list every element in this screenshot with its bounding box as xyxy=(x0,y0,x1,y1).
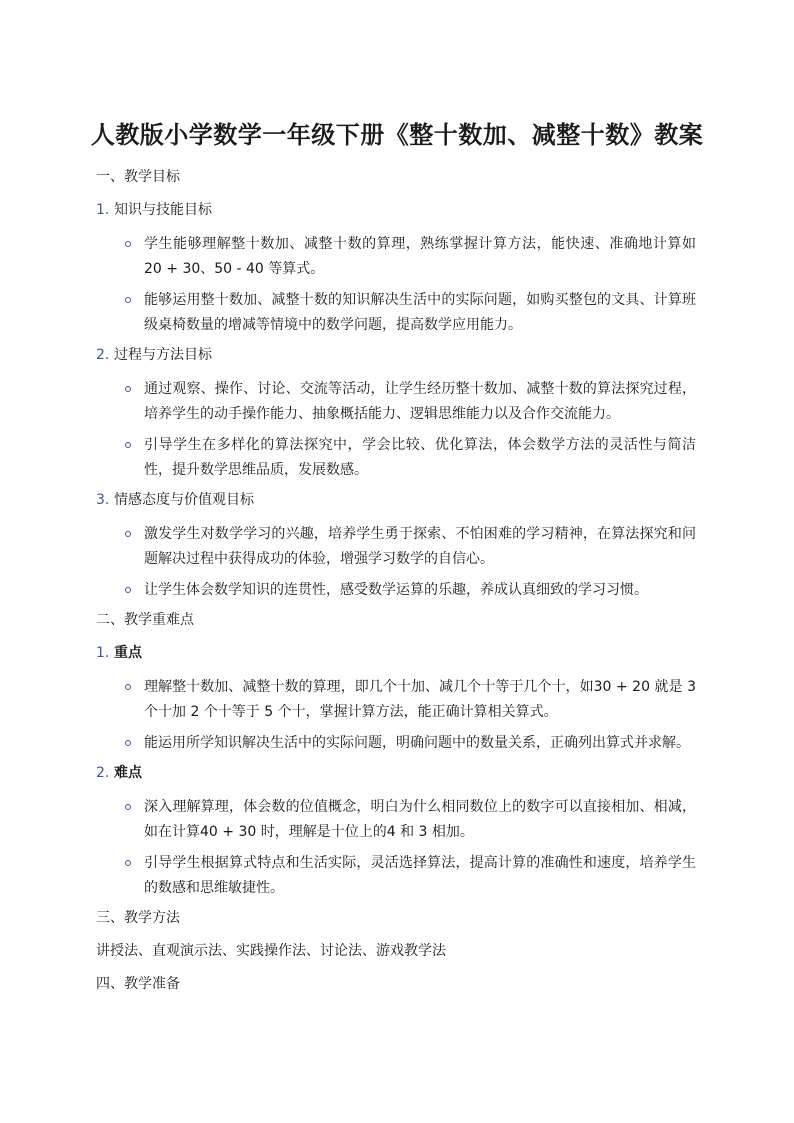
list-item xyxy=(96,675,696,725)
subsection-title: 难点 xyxy=(114,765,142,781)
document-title: 人教版小学数学一年级下册《整十数加、减整十数》教案 xyxy=(90,121,704,149)
list-number: 1. xyxy=(96,645,110,661)
subsection-title: 情感态度与价值观目标 xyxy=(114,492,254,508)
bullet-circle-icon xyxy=(125,860,131,866)
list-item xyxy=(96,377,696,427)
bullet-list xyxy=(96,675,696,756)
list-item-text: 学生能够理解整十数加、减整十数的算理，熟练掌握计算方法，能快速、准确地计算如 20 + 30、50 - 40 等算式。 xyxy=(144,236,696,277)
list-number: 2. xyxy=(96,347,110,363)
list-item xyxy=(96,851,696,901)
bullet-circle-icon xyxy=(125,804,131,810)
list-number: 1. xyxy=(96,202,110,218)
subsection-title: 过程与方法目标 xyxy=(114,347,212,363)
bullet-circle-icon xyxy=(125,386,131,392)
section-heading: 三、教学方法 xyxy=(96,910,180,926)
list-item-text: 理解整十数加、减整十数的算理，即几个十加、减几个十等于几个十，如30 + 20 就是 3 个十加 2 个十等于 5 个十，掌握计算方法，能正确计算相关算式。 xyxy=(144,679,696,720)
section-heading: 一、教学目标 xyxy=(96,169,180,185)
subsection-title: 知识与技能目标 xyxy=(114,202,212,218)
list-item xyxy=(96,795,696,845)
list-item-text: 引导学生在多样化的算法探究中，学会比较、优化算法，体会数学方法的灵活性与简洁性，提升数学思维品质，发展数感。 xyxy=(144,437,696,478)
list-item xyxy=(96,731,696,756)
subsection-heading xyxy=(96,762,696,784)
list-item-text: 能够运用整十数加、减整十数的知识解决生活中的实际问题，如购买整包的文具、计算班级桌椅数量的增减等情境中的数学问题，提高数学应用能力。 xyxy=(144,292,696,333)
list-item-text: 通过观察、操作、讨论、交流等活动，让学生经历整十数加、减整十数的算法探究过程，培养学生的动手操作能力、抽象概括能力、逻辑思维能力以及合作交流能力。 xyxy=(144,381,696,422)
section-heading: 四、教学准备 xyxy=(96,976,180,992)
subsection-title: 重点 xyxy=(114,645,142,661)
list-item-text: 引导学生根据算式特点和生活实际，灵活选择算法，提高计算的准确性和速度，培养学生的数感和思维敏捷性。 xyxy=(144,855,696,896)
bullet-circle-icon xyxy=(125,587,131,593)
list-number: 2. xyxy=(96,765,110,781)
bullet-circle-icon xyxy=(125,684,131,690)
bullet-circle-icon xyxy=(125,740,131,746)
list-item-text: 激发学生对数学学习的兴趣，培养学生勇于探索、不怕困难的学习精神，在算法探究和问题解决过程中获得成功的体验，增强学习数学的自信心。 xyxy=(144,526,696,567)
list-item xyxy=(96,232,696,282)
list-item xyxy=(96,578,696,603)
subsection-heading xyxy=(96,344,696,366)
bullet-circle-icon xyxy=(125,297,131,303)
bullet-circle-icon xyxy=(125,531,131,537)
list-item xyxy=(96,288,696,338)
bullet-list xyxy=(96,377,696,483)
list-item-text: 让学生体会数学知识的连贯性，感受数学运算的乐趣，养成认真细致的学习习惯。 xyxy=(144,582,648,598)
list-item xyxy=(96,522,696,572)
subsection-heading xyxy=(96,642,696,664)
document-body xyxy=(96,166,696,1006)
list-item-text: 能运用所学知识解决生活中的实际问题，明确问题中的数量关系，正确列出算式并求解。 xyxy=(144,735,690,751)
list-number: 3. xyxy=(96,492,110,508)
section-heading: 二、教学重难点 xyxy=(96,612,194,628)
section-paragraph: 讲授法、直观演示法、实践操作法、讨论法、游戏教学法 xyxy=(96,943,446,959)
bullet-list xyxy=(96,232,696,338)
bullet-list xyxy=(96,795,696,901)
subsection-heading xyxy=(96,489,696,511)
bullet-circle-icon xyxy=(125,241,131,247)
list-item-text: 深入理解算理，体会数的位值概念，明白为什么相同数位上的数字可以直接相加、相减，如在计算40 + 30 时，理解是十位上的4 和 3 相加。 xyxy=(144,799,696,840)
subsection-heading xyxy=(96,199,696,221)
bullet-circle-icon xyxy=(125,442,131,448)
bullet-list xyxy=(96,522,696,603)
list-item xyxy=(96,433,696,483)
